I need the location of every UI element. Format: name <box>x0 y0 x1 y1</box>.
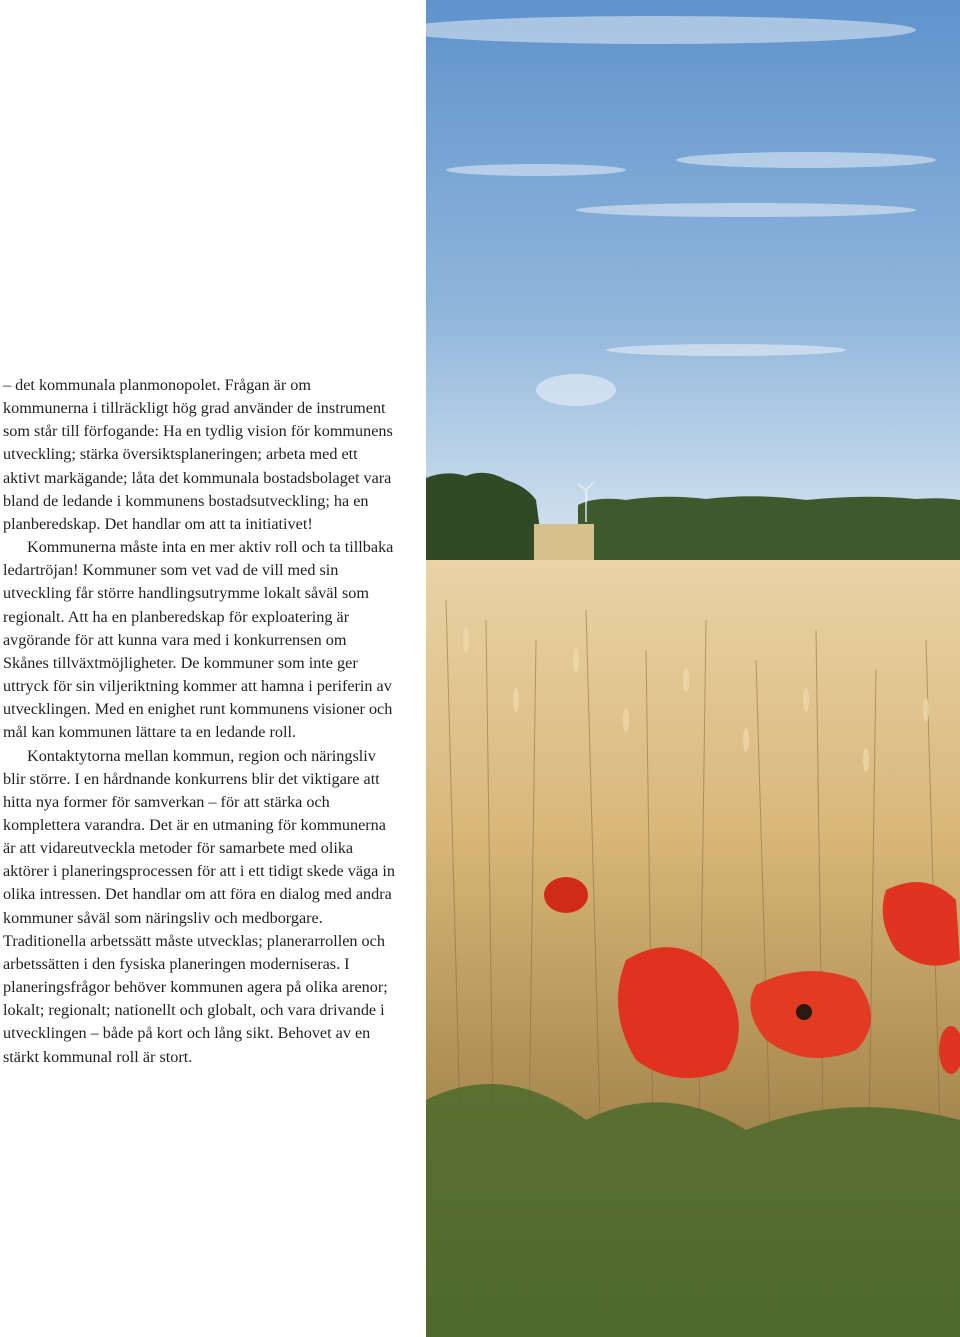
paragraph-2: Kommunerna måste inta en mer aktiv roll och ta tillbaka ledartröjan! Kommuner som vet vad de vill med sin utveckling får större handlingsutrymme lokalt såväl som regionalt. Att ha en planberedskap för exploatering är avgörande för att kunna vara med i konkurrensen om Skånes tillväxtmöjligheter. De kommuner som inte ger uttryck för sin viljeriktning kommer att hamna i periferin av utvecklingen. Med en enighet runt kommunens visioner och mål kan kommunen lättare ta en ledande roll. <box>3 538 394 742</box>
distant-field <box>534 524 594 560</box>
poppy-flower <box>544 877 588 913</box>
paragraph-3: Kontaktytorna mellan kommun, region och näringsliv blir större. I en hårdnande konkurrens blir det viktigare att hitta nya former för samverkan – för att stärka och komplettera varandra. Det är en utmaning för kommunerna är att vidareutveckla metoder för samarbete med olika aktörer i planeringsprocessen för att i ett tidigt skede väga in olika intressen. Det handlar om att föra en dialog med andra kommuner såväl som näringsliv och medborgare. Traditionella arbetssätt måste utvecklas; planerarrollen och arbetssätten i den fysiska planeringen moderniseras. I planeringsfrågor behöver kommunen agera på olika arenor; lokalt; regionalt; nationellt och globalt, och vara drivande i utvecklingen – både på kort och lång sikt. Behovet av en stärkt kommunal roll är stort. <box>3 746 395 1066</box>
article-body <box>3 374 395 1069</box>
poppy-field-photo <box>426 0 960 1337</box>
grass <box>426 1084 960 1337</box>
trees-right <box>578 496 960 560</box>
paragraph-1: – det kommunala planmonopolet. Frågan är om kommunerna i tillräckligt hög grad använder de instrument som står till förfogande: Ha en tydlig vision för kommunens utveckling; stärka översiktsplaneringen; arbeta med ett aktivt markägande; låta det kommunala bostadsbolaget vara bland de ledande i kommunens bostadsutveckling; ha en planberedskap. Det handlar om att ta initiativet! <box>3 376 393 533</box>
sky <box>426 0 960 560</box>
